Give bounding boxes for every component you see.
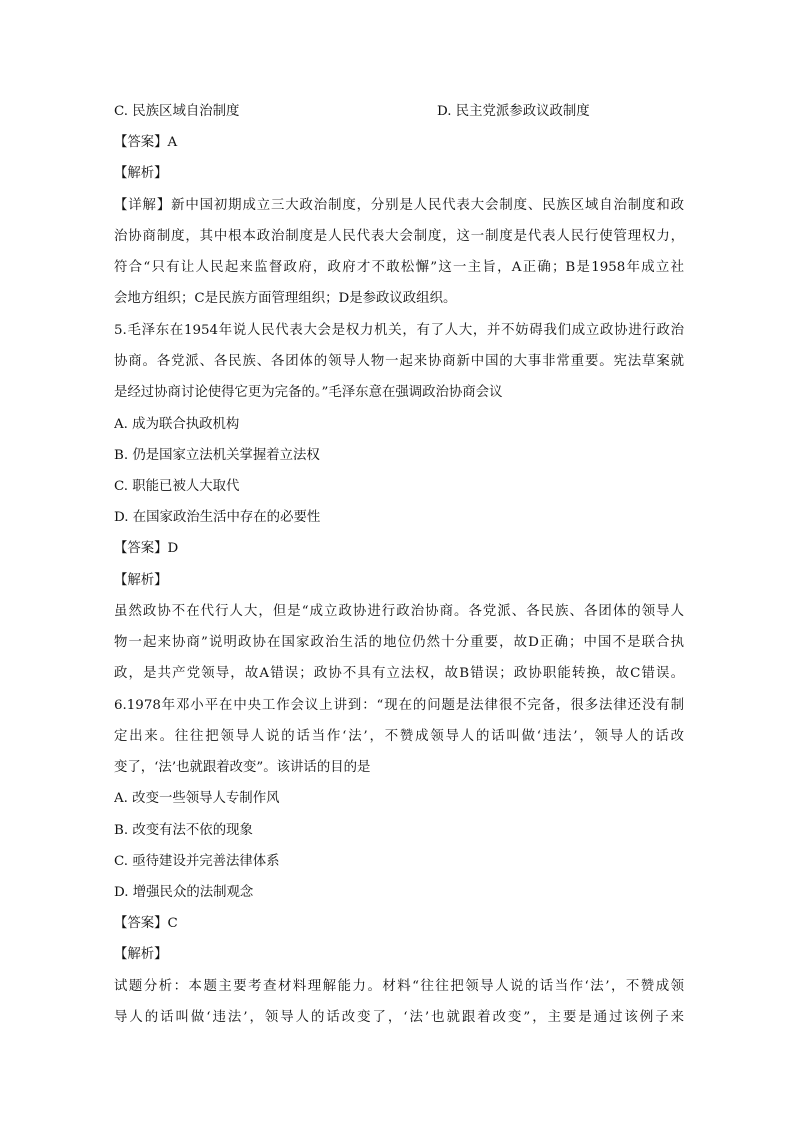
- q4-detail-line: 符合“只有让人民起来监督政府，政府才不敢松懈”这一主旨，A正确；B是1958年成立社: [114, 260, 684, 275]
- q5-analysis-label: 【解析】: [114, 573, 168, 588]
- q5-analysis-line: 物一起来协商”说明政协在国家政治生活的地位仍然十分重要，故D正确；中国不是联合执: [114, 635, 684, 650]
- q4-analysis-label: 【解析】: [114, 166, 168, 181]
- q6-answer: 【答案】C: [114, 916, 178, 931]
- q5-option-a: A. 成为联合执政机构: [114, 417, 240, 432]
- q5-stem-line: 协商。各党派、各民族、各团体的领导人物一起来协商新中国的大事非常重要。宪法草案就: [114, 354, 684, 369]
- q4-detail-line: 治协商制度，其中根本政治制度是人民代表大会制度，这一制度是代表人民行使管理权力，: [114, 229, 684, 244]
- q6-stem-line: 6.1978年邓小平在中央工作会议上讲到：“现在的问题是法律很不完备，很多法律还没有制: [114, 698, 684, 713]
- q5-stem-line: 是经过协商讨论使得它更为完备的。”毛泽东意在强调政治协商会议: [114, 385, 503, 400]
- q5-option-c: C. 职能已被人大取代: [114, 479, 240, 494]
- q4-detail-line: 会地方组织；C是民族方面管理组织；D是参政议政组织。: [114, 291, 457, 306]
- q5-answer: 【答案】D: [114, 541, 179, 556]
- q6-stem-line: 变了，‘法’也就跟着改变”。该讲话的目的是: [114, 760, 371, 775]
- q6-analysis-line: 导人的话叫做‘违法’，领导人的话改变了，‘法’也就跟着改变”，主要是通过该例子来: [114, 1010, 684, 1025]
- q5-option-d: D. 在国家政治生活中存在的必要性: [114, 510, 321, 525]
- q6-stem-line: 定出来。往往把领导人说的话当作‘法’，不赞成领导人的话叫做‘违法’，领导人的话改: [114, 729, 684, 744]
- q5-stem-line: 5.毛泽东在1954年说人民代表大会是权力机关，有了人大，并不妨碍我们成立政协进行政治: [114, 323, 684, 338]
- q6-option-a: A. 改变一些领导人专制作风: [114, 791, 280, 806]
- q4-option-d: D. 民主党派参政议政制度: [437, 104, 590, 119]
- q4-option-c: C. 民族区域自治制度: [114, 104, 240, 119]
- q6-option-c: C. 亟待建设并完善法律体系: [114, 854, 280, 869]
- q4-answer: 【答案】A: [114, 135, 178, 150]
- q5-analysis-line: 虽然政协不在代行人大，但是“成立政协进行政治协商。各党派、各民族、各团体的领导人: [114, 604, 684, 619]
- q4-options-row: [114, 96, 684, 127]
- q6-option-d: D. 增强民众的法制观念: [114, 885, 254, 900]
- q5-option-b: B. 仍是国家立法机关掌握着立法权: [114, 448, 320, 463]
- q6-analysis-line: 试题分析：本题主要考查材料理解能力。材料“往往把领导人说的话当作‘法’，不赞成领: [114, 979, 684, 994]
- q6-analysis-label: 【解析】: [114, 947, 168, 962]
- q4-detail-line: 【详解】新中国初期成立三大政治制度，分别是人民代表大会制度、民族区域自治制度和政: [114, 198, 684, 213]
- q6-option-b: B. 改变有法不依的现象: [114, 823, 253, 838]
- q5-analysis-line: 政，是共产党领导，故A错误；政协不具有立法权，故B错误；政协职能转换，故C错误。: [114, 666, 684, 681]
